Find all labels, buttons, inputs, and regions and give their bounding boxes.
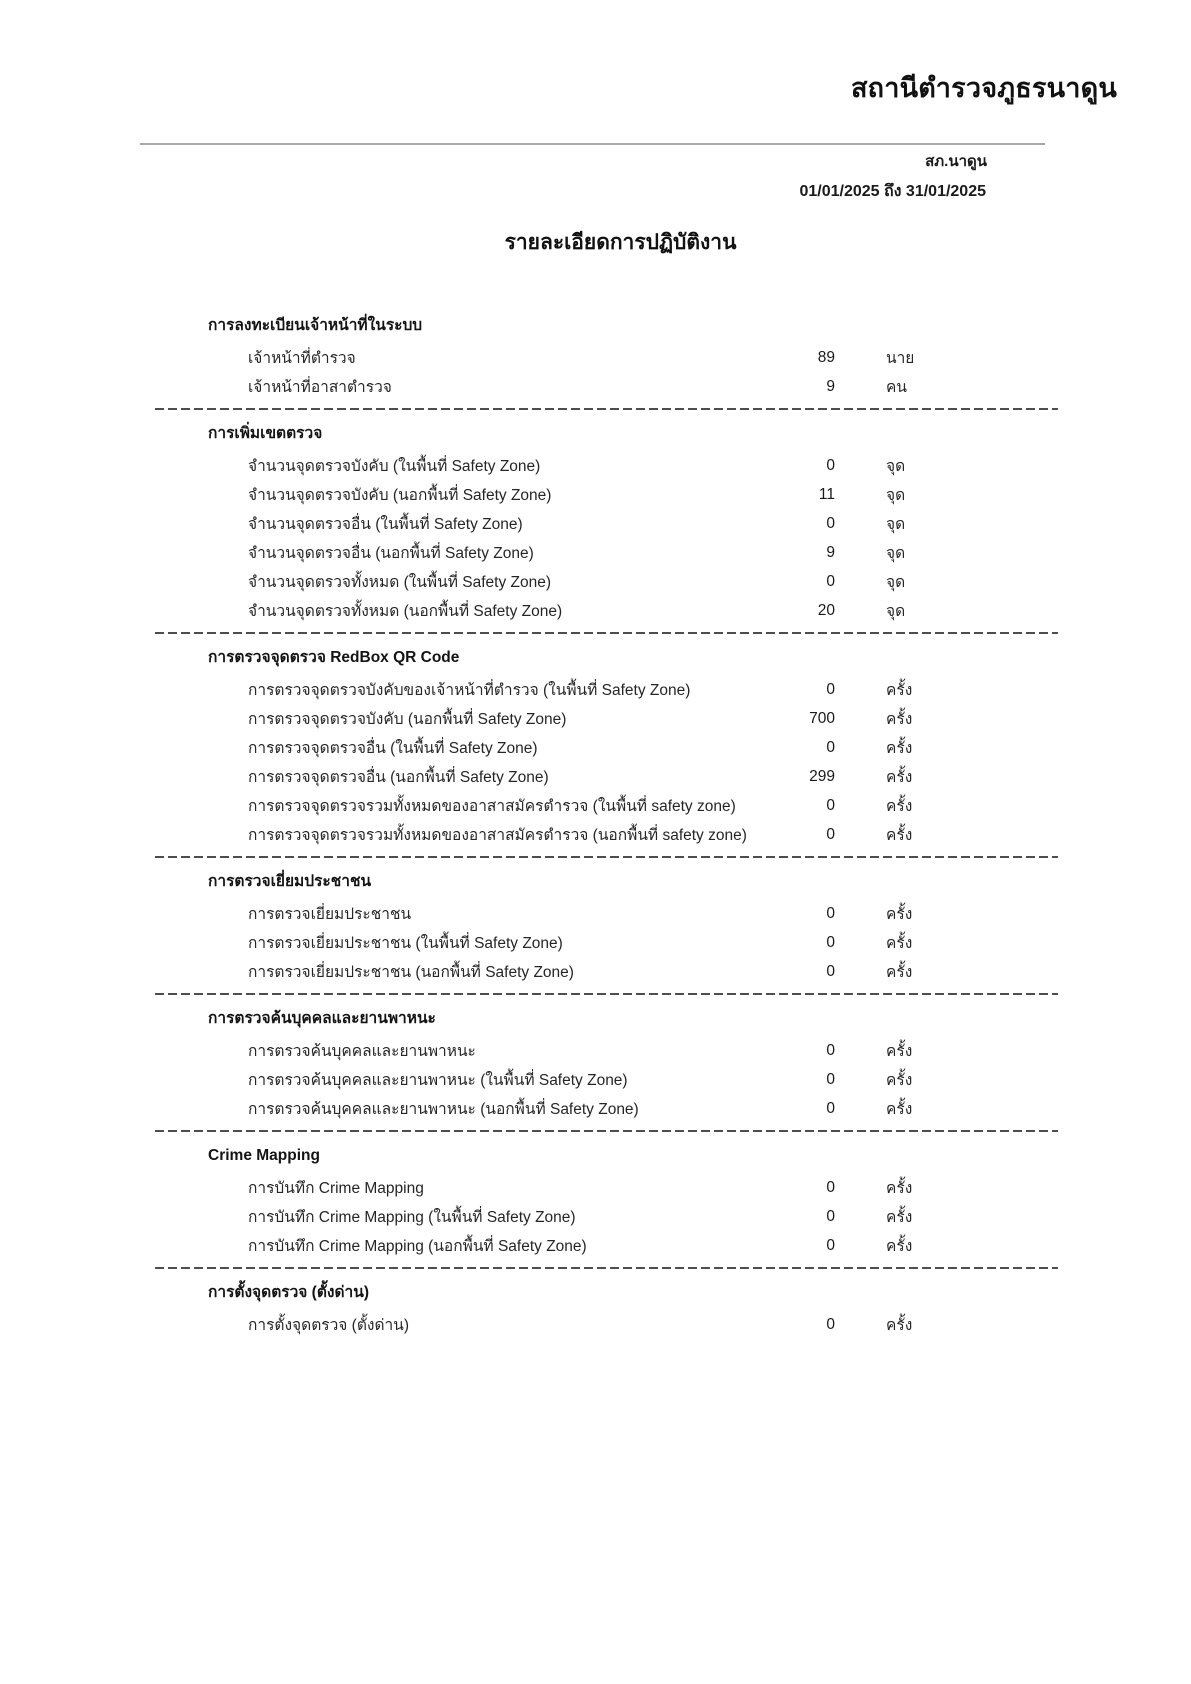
row-value: 11 <box>818 485 835 503</box>
dashed-separator <box>155 993 1058 995</box>
row-label: จำนวนจุดตรวจอื่น (ในพื้นที่ Safety Zone) <box>248 516 523 533</box>
row-unit: จุด <box>886 603 906 620</box>
row-value: 0 <box>826 572 835 590</box>
row-value: 0 <box>826 1236 835 1254</box>
row-unit: ครั้ง <box>886 1043 913 1060</box>
row-value: 0 <box>826 904 835 922</box>
row-value: 0 <box>826 514 835 532</box>
row-unit: ครั้ง <box>886 935 913 952</box>
row-label: การบันทึก Crime Mapping <box>248 1180 424 1197</box>
section-citizen-visit <box>0 871 1191 986</box>
section-person-vehicle-search <box>0 1008 1191 1123</box>
header-divider <box>140 143 1045 145</box>
row-unit: จุด <box>886 574 906 591</box>
row-label: การตรวจเยี่ยมประชาชน (ในพื้นที่ Safety Zone) <box>248 935 563 952</box>
table-row <box>0 509 1191 538</box>
row-value: 0 <box>826 1178 835 1196</box>
row-label: การตรวจจุดตรวจอื่น (นอกพื้นที่ Safety Zone) <box>248 769 549 786</box>
table-row <box>0 1094 1191 1123</box>
row-value: 0 <box>826 680 835 698</box>
section-title: การตรวจจุดตรวจ RedBox QR Code <box>208 649 460 666</box>
section-officer-registration <box>0 315 1191 401</box>
row-label: การตรวจค้นบุคคลและยานพาหนะ (ในพื้นที่ Safety Zone) <box>248 1072 628 1089</box>
row-value: 700 <box>809 709 835 727</box>
row-label: เจ้าหน้าที่ตำรวจ <box>248 350 356 367</box>
row-value: 0 <box>826 933 835 951</box>
row-unit: ครั้ง <box>886 1209 913 1226</box>
table-row <box>0 596 1191 625</box>
section-title: Crime Mapping <box>208 1147 320 1164</box>
row-unit: จุด <box>886 545 906 562</box>
table-row <box>0 372 1191 401</box>
row-unit: ครั้ง <box>886 1238 913 1255</box>
row-unit: จุด <box>886 516 906 533</box>
row-value: 0 <box>826 1207 835 1225</box>
row-label: การตรวจเยี่ยมประชาชน (นอกพื้นที่ Safety Zone) <box>248 964 574 981</box>
row-unit: คน <box>886 379 907 396</box>
row-label: การตรวจจุดตรวจบังคับของเจ้าหน้าที่ตำรวจ (ในพื้นที่ Safety Zone) <box>248 682 691 699</box>
row-label: การตรวจจุดตรวจอื่น (ในพื้นที่ Safety Zone) <box>248 740 538 757</box>
row-value: 0 <box>826 962 835 980</box>
row-unit: จุด <box>886 487 906 504</box>
row-value: 0 <box>826 796 835 814</box>
row-label: จำนวนจุดตรวจบังคับ (นอกพื้นที่ Safety Zone) <box>248 487 552 504</box>
table-row <box>0 675 1191 704</box>
table-row <box>0 1036 1191 1065</box>
row-unit: จุด <box>886 458 906 475</box>
row-value: 299 <box>809 767 835 785</box>
section-title: การตั้งจุดตรวจ (ตั้งด่าน) <box>208 1284 370 1301</box>
row-label: การบันทึก Crime Mapping (นอกพื้นที่ Safety Zone) <box>248 1238 587 1255</box>
table-row <box>0 343 1191 372</box>
row-label: การตรวจเยี่ยมประชาชน <box>248 906 412 923</box>
row-unit: นาย <box>886 350 915 367</box>
report-body <box>0 315 1191 1339</box>
row-unit: ครั้ง <box>886 682 913 699</box>
table-row <box>0 957 1191 986</box>
row-unit: ครั้ง <box>886 798 913 815</box>
table-row <box>0 704 1191 733</box>
row-unit: ครั้ง <box>886 906 913 923</box>
section-title: การตรวจเยี่ยมประชาชน <box>208 873 372 890</box>
row-unit: ครั้ง <box>886 964 913 981</box>
row-value: 9 <box>826 377 835 395</box>
row-unit: ครั้ง <box>886 740 913 757</box>
row-label: จำนวนจุดตรวจทั้งหมด (นอกพื้นที่ Safety Zone) <box>248 603 563 620</box>
dashed-separator <box>155 1267 1058 1269</box>
section-checkpoint <box>0 1282 1191 1339</box>
table-row <box>0 820 1191 849</box>
table-row <box>0 762 1191 791</box>
row-unit: ครั้ง <box>886 1180 913 1197</box>
row-value: 89 <box>817 348 835 366</box>
row-unit: ครั้ง <box>886 769 913 786</box>
row-value: 0 <box>826 1315 835 1333</box>
report-title: รายละเอียดการปฏิบัติงาน <box>504 231 737 254</box>
section-crime-mapping <box>0 1145 1191 1260</box>
table-row <box>0 1173 1191 1202</box>
section-title: การลงทะเบียนเจ้าหน้าที่ในระบบ <box>208 317 423 334</box>
dashed-separator <box>155 632 1058 634</box>
row-value: 0 <box>826 1099 835 1117</box>
row-label: การตรวจจุดตรวจบังคับ (นอกพื้นที่ Safety Zone) <box>248 711 567 728</box>
station-abbr: สภ.นาดูน <box>925 153 987 170</box>
section-redbox-qr <box>0 647 1191 849</box>
row-label: การบันทึก Crime Mapping (ในพื้นที่ Safety Zone) <box>248 1209 576 1226</box>
row-label: จำนวนจุดตรวจอื่น (นอกพื้นที่ Safety Zone) <box>248 545 534 562</box>
table-row <box>0 1231 1191 1260</box>
row-unit: ครั้ง <box>886 1072 913 1089</box>
row-unit: ครั้ง <box>886 711 913 728</box>
row-label: จำนวนจุดตรวจบังคับ (ในพื้นที่ Safety Zone) <box>248 458 541 475</box>
row-value: 0 <box>826 825 835 843</box>
dashed-separator <box>155 408 1058 410</box>
table-row <box>0 899 1191 928</box>
station-title: สถานีตำรวจภูธรนาดูน <box>850 73 1117 103</box>
row-value: 20 <box>817 601 835 619</box>
section-title: การตรวจค้นบุคคลและยานพาหนะ <box>208 1010 436 1027</box>
row-label: เจ้าหน้าที่อาสาตำรวจ <box>248 379 392 396</box>
row-label: การตรวจค้นบุคคลและยานพาหนะ <box>248 1043 476 1060</box>
row-label: การตั้งจุดตรวจ (ตั้งด่าน) <box>248 1317 410 1334</box>
row-value: 0 <box>826 1070 835 1088</box>
table-row <box>0 451 1191 480</box>
dashed-separator <box>155 1130 1058 1132</box>
section-add-patrol-zone <box>0 423 1191 625</box>
row-unit: ครั้ง <box>886 1101 913 1118</box>
row-label: จำนวนจุดตรวจทั้งหมด (ในพื้นที่ Safety Zone) <box>248 574 551 591</box>
row-value: 0 <box>826 1041 835 1059</box>
table-row <box>0 733 1191 762</box>
row-label: การตรวจค้นบุคคลและยานพาหนะ (นอกพื้นที่ Safety Zone) <box>248 1101 639 1118</box>
section-title: การเพิ่มเขตตรวจ <box>208 425 323 442</box>
row-label: การตรวจจุดตรวจรวมทั้งหมดของอาสาสมัครตำรวจ (ในพื้นที่ safety zone) <box>248 798 736 815</box>
table-row <box>0 567 1191 596</box>
row-value: 0 <box>826 738 835 756</box>
table-row <box>0 1202 1191 1231</box>
row-label: การตรวจจุดตรวจรวมทั้งหมดของอาสาสมัครตำรวจ (นอกพื้นที่ safety zone) <box>248 827 747 844</box>
table-row <box>0 791 1191 820</box>
date-range: 01/01/2025 ถึง 31/01/2025 <box>799 183 986 200</box>
row-value: 0 <box>826 456 835 474</box>
table-row <box>0 1065 1191 1094</box>
table-row <box>0 538 1191 567</box>
row-unit: ครั้ง <box>886 1317 913 1334</box>
dashed-separator <box>155 856 1058 858</box>
table-row <box>0 928 1191 957</box>
row-value: 9 <box>826 543 835 561</box>
row-unit: ครั้ง <box>886 827 913 844</box>
table-row <box>0 1310 1191 1339</box>
table-row <box>0 480 1191 509</box>
